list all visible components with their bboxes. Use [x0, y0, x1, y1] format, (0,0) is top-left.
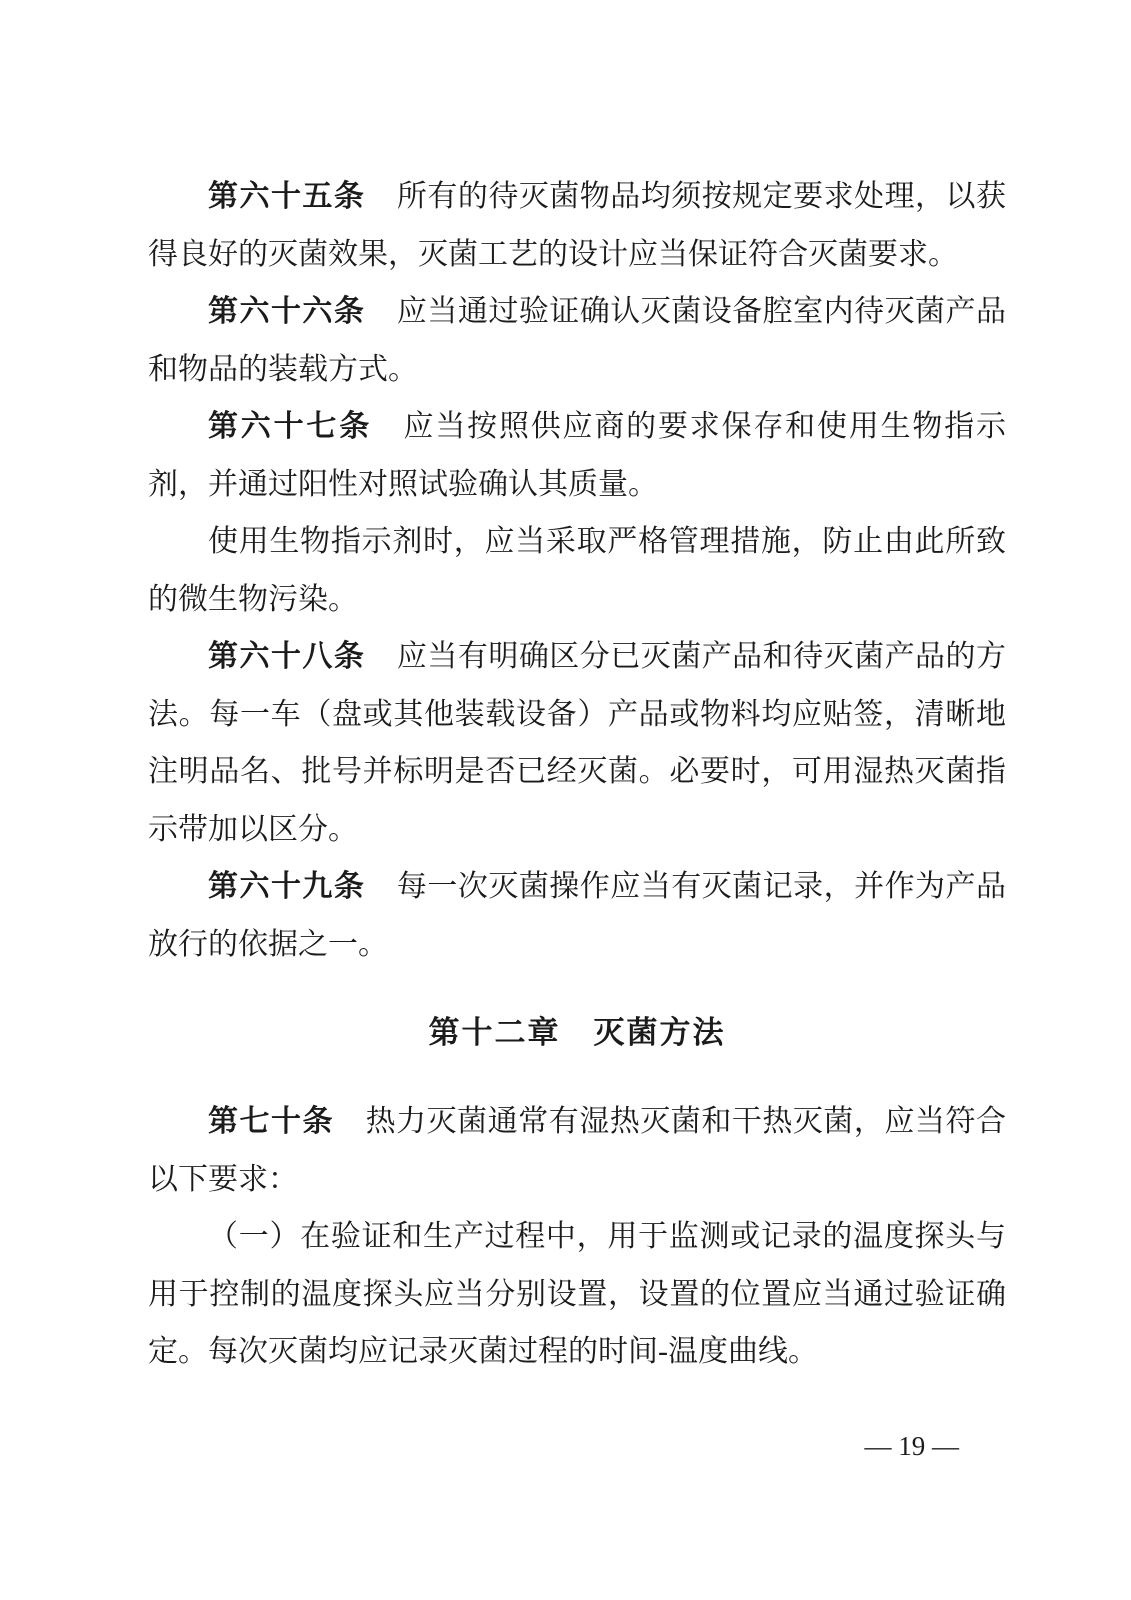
paragraph-article-65	[148, 168, 1006, 283]
paragraph-article-67-continuation	[148, 513, 1006, 628]
article-number-70: 第七十条	[208, 1105, 335, 1138]
paragraph-article-68	[148, 628, 1006, 858]
page-footer	[865, 1428, 960, 1464]
article-number-65: 第六十五条	[208, 180, 366, 213]
article-text-69: 每一次灭菌操作应当有灭菌记录，并作为产品放行的依据之一。	[148, 870, 1007, 961]
document-body	[148, 168, 1006, 1381]
article-number-69: 第六十九条	[208, 870, 366, 903]
paragraph-article-67	[148, 398, 1006, 513]
paragraph-article-70-item-1	[148, 1208, 1006, 1381]
article-text-65: 所有的待灭菌物品均须按规定要求处理，以获得良好的灭菌效果，灭菌工艺的设计应当保证符合灭菌要求。	[148, 180, 1007, 271]
article-number-67: 第六十七条	[208, 410, 373, 443]
article-number-68: 第六十八条	[208, 640, 366, 673]
paragraph-article-70	[148, 1093, 1006, 1208]
paragraph-text: （一）在验证和生产过程中，用于监测或记录的温度探头与用于控制的温度探头应当分别设置，设置的位置应当通过验证确定。每次灭菌均应记录灭菌过程的时间-温度曲线。	[148, 1220, 1006, 1368]
paragraph-article-69	[148, 858, 1006, 973]
article-number-66: 第六十六条	[208, 295, 366, 328]
paragraph-text: 使用生物指示剂时，应当采取严格管理措施，防止由此所致的微生物污染。	[148, 525, 1006, 616]
article-text-68: 应当有明确区分已灭菌产品和待灭菌产品的方法。每一车（盘或其他装载设备）产品或物料均应贴签，清晰地注明品名、批号并标明是否已经灭菌。必要时，可用湿热灭菌指示带加以区分。	[148, 640, 1007, 846]
paragraph-article-66	[148, 283, 1006, 398]
article-text-66: 应当通过验证确认灭菌设备腔室内待灭菌产品和物品的装载方式。	[148, 295, 1007, 386]
article-text-67: 应当按照供应商的要求保存和使用生物指示剂，并通过阳性对照试验确认其质量。	[148, 410, 1007, 501]
chapter-heading: 第十二章 灭菌方法	[428, 1015, 726, 1050]
page-number: — 19 —	[864, 1431, 959, 1461]
article-text-70: 热力灭菌通常有湿热灭菌和干热灭菌，应当符合以下要求：	[148, 1105, 1007, 1196]
